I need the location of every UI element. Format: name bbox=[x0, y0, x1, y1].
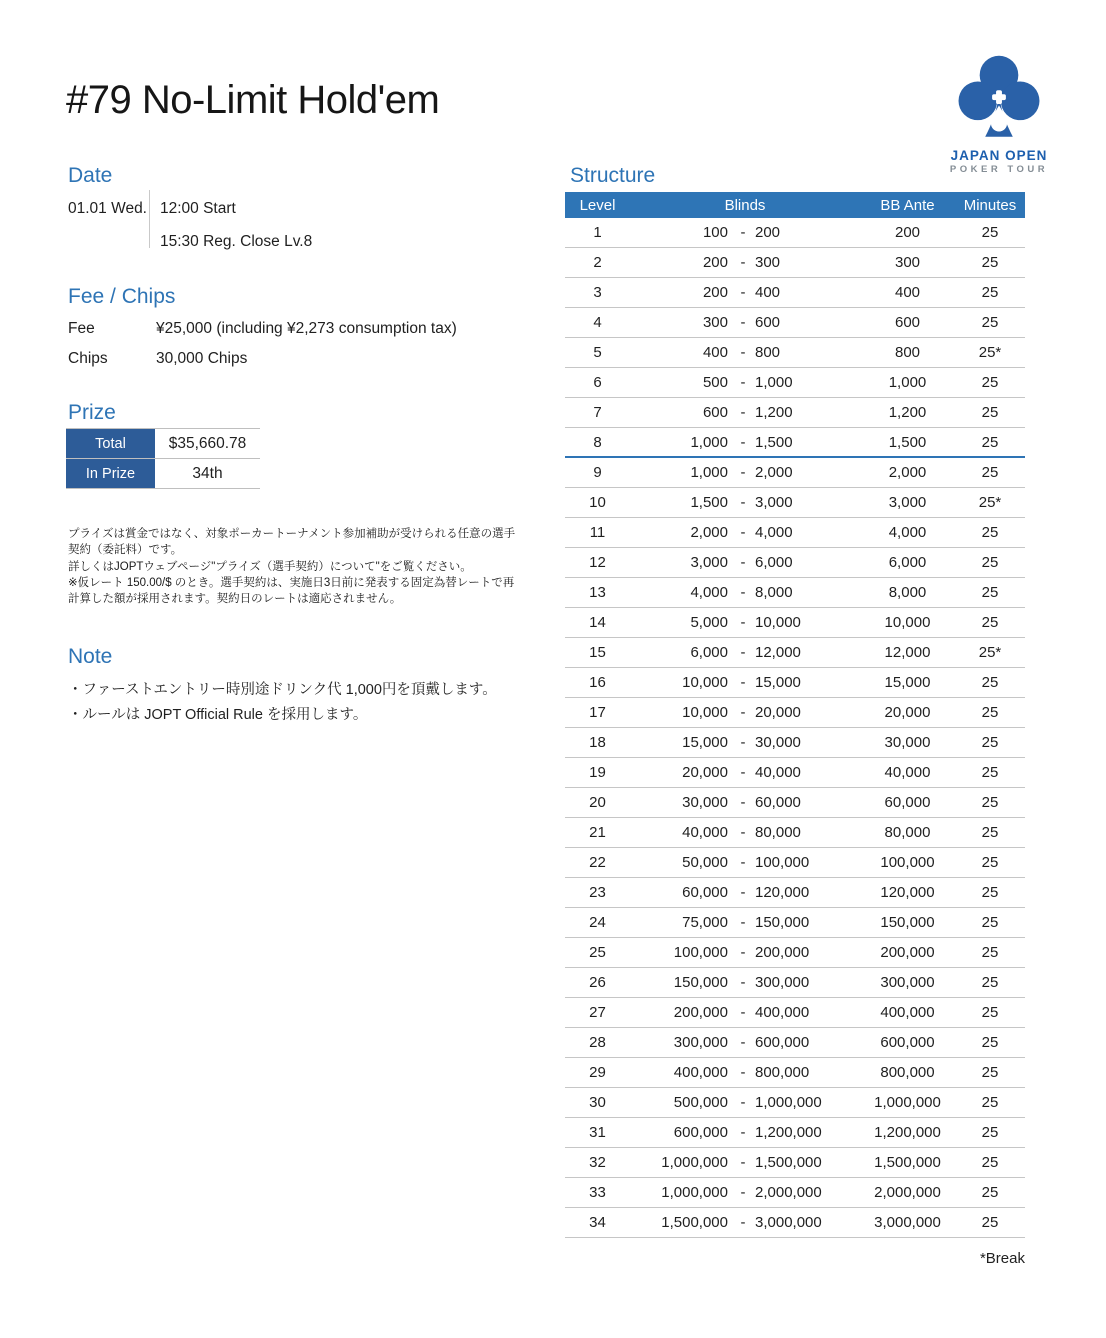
minutes-cell: 25 bbox=[981, 884, 999, 901]
bb-ante-cell: 1,000,000 bbox=[874, 1094, 941, 1111]
bb-ante-cell: 150,000 bbox=[880, 914, 935, 931]
structure-row bbox=[565, 698, 1025, 728]
blinds-separator: - bbox=[740, 1184, 746, 1201]
bb-ante-cell: 3,000 bbox=[888, 494, 927, 511]
blinds-separator: - bbox=[740, 524, 746, 541]
small-blind-cell: 500 bbox=[702, 374, 728, 391]
bb-ante-cell: 100,000 bbox=[880, 854, 935, 871]
structure-row bbox=[565, 548, 1025, 578]
structure-row bbox=[565, 998, 1025, 1028]
level-cell: 8 bbox=[593, 433, 602, 451]
level-cell: 30 bbox=[589, 1094, 606, 1111]
structure-row bbox=[565, 728, 1025, 758]
structure-row bbox=[565, 338, 1025, 368]
blinds-separator: - bbox=[740, 734, 746, 751]
structure-table-header bbox=[565, 192, 1025, 218]
level-cell: 25 bbox=[589, 944, 606, 961]
big-blind-cell: 60,000 bbox=[755, 794, 801, 811]
level-cell: 28 bbox=[589, 1034, 606, 1051]
date-divider bbox=[149, 190, 150, 248]
structure-row bbox=[565, 818, 1025, 848]
level-cell: 26 bbox=[589, 974, 606, 991]
fee-value: ¥25,000 (including ¥2,273 consumption tax) bbox=[156, 320, 457, 337]
reg-close-time: 15:30 Reg. Close Lv.8 bbox=[160, 233, 313, 250]
small-blind-cell: 200,000 bbox=[673, 1004, 728, 1021]
minutes-cell: 25 bbox=[981, 914, 999, 931]
small-blind-cell: 150,000 bbox=[673, 974, 728, 991]
small-blind-cell: 10,000 bbox=[682, 704, 728, 721]
prize-total-value: $35,660.78 bbox=[168, 434, 247, 452]
minutes-cell: 25 bbox=[981, 1154, 999, 1171]
structure-table bbox=[565, 192, 1025, 1238]
minutes-cell: 25 bbox=[981, 674, 999, 691]
big-blind-cell: 8,000 bbox=[755, 584, 793, 601]
blinds-separator: - bbox=[740, 1214, 746, 1231]
bb-ante-cell: 120,000 bbox=[880, 884, 935, 901]
small-blind-cell: 60,000 bbox=[682, 884, 728, 901]
big-blind-cell: 1,000,000 bbox=[755, 1094, 822, 1111]
blinds-separator: - bbox=[740, 974, 746, 991]
bb-ante-cell: 1,000 bbox=[888, 374, 927, 391]
big-blind-cell: 300,000 bbox=[755, 974, 810, 991]
small-blind-cell: 5,000 bbox=[690, 614, 728, 631]
small-blind-cell: 6,000 bbox=[690, 644, 728, 661]
minutes-cell: 25 bbox=[981, 1064, 999, 1081]
small-blind-cell: 1,500 bbox=[690, 494, 728, 511]
minutes-cell: 25 bbox=[981, 584, 999, 601]
big-blind-cell: 300 bbox=[755, 254, 781, 271]
minutes-cell: 25 bbox=[981, 524, 999, 541]
minutes-cell: 25* bbox=[978, 494, 1002, 511]
big-blind-cell: 120,000 bbox=[755, 884, 810, 901]
big-blind-cell: 20,000 bbox=[755, 704, 801, 721]
small-blind-cell: 400 bbox=[702, 344, 728, 361]
structure-row bbox=[565, 368, 1025, 398]
note-heading: Note bbox=[68, 645, 113, 668]
blinds-separator: - bbox=[740, 614, 746, 631]
big-blind-cell: 1,500 bbox=[755, 433, 793, 451]
bb-ante-cell: 6,000 bbox=[888, 554, 927, 571]
note-line: ・ファーストエントリー時別途ドリンク代 1,000円を頂戴します。 bbox=[68, 682, 497, 698]
big-blind-cell: 6,000 bbox=[755, 554, 793, 571]
fee-chips-heading: Fee / Chips bbox=[68, 285, 176, 308]
small-blind-cell: 500,000 bbox=[673, 1094, 728, 1111]
column-header-bb-ante: BB Ante bbox=[880, 196, 935, 214]
bb-ante-cell: 400,000 bbox=[880, 1004, 935, 1021]
minutes-cell: 25 bbox=[981, 824, 999, 841]
blinds-separator: - bbox=[740, 1004, 746, 1021]
column-header-level: Level bbox=[579, 196, 616, 214]
minutes-cell: 25 bbox=[981, 254, 999, 271]
structure-row bbox=[565, 398, 1025, 428]
structure-row bbox=[565, 1178, 1025, 1208]
big-blind-cell: 30,000 bbox=[755, 734, 801, 751]
structure-row bbox=[565, 248, 1025, 278]
prize-disclaimer bbox=[68, 526, 516, 608]
prize-total-label: Total bbox=[66, 429, 155, 458]
big-blind-cell: 1,000 bbox=[755, 374, 793, 391]
club-icon bbox=[953, 52, 1045, 146]
small-blind-cell: 1,000 bbox=[690, 464, 728, 481]
small-blind-cell: 100,000 bbox=[673, 944, 728, 961]
small-blind-cell: 600 bbox=[702, 404, 728, 421]
level-cell: 12 bbox=[589, 554, 606, 571]
date-times bbox=[160, 200, 312, 266]
small-blind-cell: 75,000 bbox=[682, 914, 728, 931]
small-blind-cell: 3,000 bbox=[690, 554, 728, 571]
structure-row bbox=[565, 458, 1025, 488]
level-cell: 32 bbox=[589, 1154, 606, 1171]
big-blind-cell: 2,000 bbox=[755, 464, 793, 481]
structure-row bbox=[565, 278, 1025, 308]
minutes-cell: 25 bbox=[981, 764, 999, 781]
bb-ante-cell: 600 bbox=[894, 314, 921, 331]
blinds-separator: - bbox=[740, 704, 746, 721]
chips-label: Chips bbox=[68, 350, 108, 367]
minutes-cell: 25 bbox=[981, 404, 999, 421]
chips-row bbox=[68, 350, 528, 368]
bb-ante-cell: 1,200 bbox=[888, 404, 927, 421]
break-footnote: *Break bbox=[979, 1250, 1025, 1267]
fee-row bbox=[68, 320, 528, 338]
blinds-separator: - bbox=[740, 554, 746, 571]
small-blind-cell: 200 bbox=[702, 284, 728, 301]
level-cell: 27 bbox=[589, 1004, 606, 1021]
big-blind-cell: 200 bbox=[755, 224, 781, 241]
structure-row bbox=[565, 668, 1025, 698]
structure-row bbox=[565, 218, 1025, 248]
minutes-cell: 25 bbox=[981, 944, 999, 961]
bb-ante-cell: 1,200,000 bbox=[874, 1124, 941, 1141]
structure-row bbox=[565, 578, 1025, 608]
bb-ante-cell: 200 bbox=[894, 224, 921, 241]
small-blind-cell: 300 bbox=[702, 314, 728, 331]
small-blind-cell: 50,000 bbox=[682, 854, 728, 871]
structure-row bbox=[565, 788, 1025, 818]
small-blind-cell: 300,000 bbox=[673, 1034, 728, 1051]
prize-disclaimer-line: プライズは賞金ではなく、対象ポーカートーナメント参加補助が受けられる任意の選手契約（委託料）です。 bbox=[68, 528, 516, 557]
big-blind-cell: 10,000 bbox=[755, 614, 801, 631]
big-blind-cell: 1,200,000 bbox=[755, 1124, 822, 1141]
page-title: #79 No-Limit Hold'em bbox=[66, 78, 440, 122]
bb-ante-cell: 20,000 bbox=[884, 704, 931, 721]
big-blind-cell: 600,000 bbox=[755, 1034, 810, 1051]
bb-ante-cell: 8,000 bbox=[888, 584, 927, 601]
minutes-cell: 25 bbox=[981, 854, 999, 871]
blinds-separator: - bbox=[740, 254, 746, 271]
column-header-minutes: Minutes bbox=[963, 196, 1017, 214]
level-cell: 18 bbox=[589, 734, 606, 751]
structure-row bbox=[565, 608, 1025, 638]
structure-row bbox=[565, 638, 1025, 668]
minutes-cell: 25 bbox=[981, 974, 999, 991]
big-blind-cell: 150,000 bbox=[755, 914, 810, 931]
blinds-separator: - bbox=[740, 674, 746, 691]
bb-ante-cell: 800 bbox=[894, 344, 921, 361]
big-blind-cell: 800,000 bbox=[755, 1064, 810, 1081]
small-blind-cell: 2,000 bbox=[690, 524, 728, 541]
minutes-cell: 25 bbox=[981, 1124, 999, 1141]
bb-ante-cell: 1,500 bbox=[888, 433, 927, 451]
small-blind-cell: 100 bbox=[702, 224, 728, 241]
structure-row bbox=[565, 1208, 1025, 1238]
level-cell: 20 bbox=[589, 794, 606, 811]
small-blind-cell: 40,000 bbox=[682, 824, 728, 841]
big-blind-cell: 1,500,000 bbox=[755, 1154, 822, 1171]
bb-ante-cell: 800,000 bbox=[880, 1064, 935, 1081]
minutes-cell: 25 bbox=[981, 614, 999, 631]
jopt-logo bbox=[929, 52, 1069, 175]
structure-row bbox=[565, 908, 1025, 938]
structure-row bbox=[565, 1028, 1025, 1058]
level-cell: 6 bbox=[593, 374, 602, 391]
small-blind-cell: 10,000 bbox=[682, 674, 728, 691]
level-cell: 9 bbox=[593, 464, 602, 481]
big-blind-cell: 40,000 bbox=[755, 764, 801, 781]
minutes-cell: 25 bbox=[981, 1214, 999, 1231]
minutes-cell: 25 bbox=[981, 704, 999, 721]
level-cell: 7 bbox=[593, 404, 602, 421]
note-lines bbox=[68, 678, 497, 728]
structure-row bbox=[565, 308, 1025, 338]
level-cell: 14 bbox=[589, 614, 606, 631]
blinds-separator: - bbox=[740, 1154, 746, 1171]
structure-row bbox=[565, 1148, 1025, 1178]
level-cell: 17 bbox=[589, 704, 606, 721]
prize-inprize-value: 34th bbox=[192, 464, 223, 482]
structure-row bbox=[565, 1058, 1025, 1088]
blinds-separator: - bbox=[740, 1124, 746, 1141]
blinds-separator: - bbox=[740, 854, 746, 871]
blinds-separator: - bbox=[740, 584, 746, 601]
prize-inprize-row bbox=[66, 459, 260, 489]
chips-value: 30,000 Chips bbox=[156, 350, 248, 367]
blinds-separator: - bbox=[740, 433, 746, 451]
blinds-separator: - bbox=[740, 644, 746, 661]
small-blind-cell: 400,000 bbox=[673, 1064, 728, 1081]
minutes-cell: 25 bbox=[981, 314, 999, 331]
bb-ante-cell: 1,500,000 bbox=[874, 1154, 941, 1171]
blinds-separator: - bbox=[740, 374, 746, 391]
logo-text-poker-tour: POKER TOUR bbox=[949, 164, 1049, 175]
bb-ante-cell: 15,000 bbox=[884, 674, 931, 691]
minutes-cell: 25 bbox=[981, 284, 999, 301]
logo-text-japan-open: JAPAN OPEN bbox=[950, 148, 1048, 163]
blinds-separator: - bbox=[740, 224, 746, 241]
small-blind-cell: 20,000 bbox=[682, 764, 728, 781]
level-cell: 3 bbox=[593, 284, 602, 301]
level-cell: 4 bbox=[593, 314, 602, 331]
big-blind-cell: 15,000 bbox=[755, 674, 801, 691]
level-cell: 13 bbox=[589, 584, 606, 601]
prize-heading: Prize bbox=[68, 401, 116, 424]
small-blind-cell: 30,000 bbox=[682, 794, 728, 811]
small-blind-cell: 4,000 bbox=[690, 584, 728, 601]
bb-ante-cell: 600,000 bbox=[880, 1034, 935, 1051]
bb-ante-cell: 80,000 bbox=[884, 824, 931, 841]
blinds-separator: - bbox=[740, 1064, 746, 1081]
small-blind-cell: 15,000 bbox=[682, 734, 728, 751]
small-blind-cell: 1,000 bbox=[690, 433, 728, 451]
blinds-separator: - bbox=[740, 404, 746, 421]
blinds-separator: - bbox=[740, 884, 746, 901]
prize-disclaimer-line: 詳しくはJOPTウェブページ"プライズ（選手契約）について"をご覧ください。 bbox=[68, 560, 472, 573]
level-cell: 16 bbox=[589, 674, 606, 691]
level-cell: 19 bbox=[589, 764, 606, 781]
bb-ante-cell: 2,000 bbox=[888, 464, 927, 481]
structure-row bbox=[565, 518, 1025, 548]
minutes-cell: 25 bbox=[981, 433, 999, 451]
big-blind-cell: 400,000 bbox=[755, 1004, 810, 1021]
level-cell: 31 bbox=[589, 1124, 606, 1141]
blinds-separator: - bbox=[740, 494, 746, 511]
big-blind-cell: 12,000 bbox=[755, 644, 801, 661]
structure-row bbox=[565, 848, 1025, 878]
note-line: ・ルールは JOPT Official Rule を採用します。 bbox=[68, 707, 368, 723]
small-blind-cell: 1,000,000 bbox=[661, 1154, 728, 1171]
bb-ante-cell: 400 bbox=[894, 284, 921, 301]
bb-ante-cell: 60,000 bbox=[884, 794, 931, 811]
minutes-cell: 25 bbox=[981, 374, 999, 391]
small-blind-cell: 1,500,000 bbox=[661, 1214, 728, 1231]
minutes-cell: 25 bbox=[981, 1034, 999, 1051]
blinds-separator: - bbox=[740, 1094, 746, 1111]
bb-ante-cell: 2,000,000 bbox=[874, 1184, 941, 1201]
big-blind-cell: 800 bbox=[755, 344, 781, 361]
level-cell: 29 bbox=[589, 1064, 606, 1081]
big-blind-cell: 4,000 bbox=[755, 524, 793, 541]
structure-heading: Structure bbox=[570, 164, 656, 187]
big-blind-cell: 1,200 bbox=[755, 404, 793, 421]
blinds-separator: - bbox=[740, 944, 746, 961]
structure-row bbox=[565, 758, 1025, 788]
minutes-cell: 25 bbox=[981, 224, 999, 241]
blinds-separator: - bbox=[740, 794, 746, 811]
blinds-separator: - bbox=[740, 284, 746, 301]
level-cell: 21 bbox=[589, 824, 606, 841]
structure-row bbox=[565, 1118, 1025, 1148]
prize-inprize-label: In Prize bbox=[66, 459, 155, 488]
bb-ante-cell: 12,000 bbox=[884, 644, 931, 661]
big-blind-cell: 100,000 bbox=[755, 854, 810, 871]
blinds-separator: - bbox=[740, 824, 746, 841]
big-blind-cell: 3,000 bbox=[755, 494, 793, 511]
big-blind-cell: 600 bbox=[755, 314, 781, 331]
prize-disclaimer-line: ※仮レート 150.00/$ のとき。選手契約は、実施日3日前に発表する固定為替レートで再計算した額が採用されます。契約日のレートは適応されません。 bbox=[68, 576, 515, 606]
bb-ante-cell: 4,000 bbox=[888, 524, 927, 541]
minutes-cell: 25 bbox=[981, 554, 999, 571]
bb-ante-cell: 300,000 bbox=[880, 974, 935, 991]
level-cell: 10 bbox=[589, 494, 606, 511]
structure-row bbox=[565, 968, 1025, 998]
minutes-cell: 25 bbox=[981, 1094, 999, 1111]
date-heading: Date bbox=[68, 164, 113, 187]
big-blind-cell: 2,000,000 bbox=[755, 1184, 822, 1201]
structure-row bbox=[565, 1088, 1025, 1118]
level-cell: 33 bbox=[589, 1184, 606, 1201]
big-blind-cell: 80,000 bbox=[755, 824, 801, 841]
level-cell: 22 bbox=[589, 854, 606, 871]
structure-row bbox=[565, 878, 1025, 908]
bb-ante-cell: 30,000 bbox=[884, 734, 931, 751]
level-cell: 15 bbox=[589, 644, 606, 661]
blinds-separator: - bbox=[740, 1034, 746, 1051]
blinds-separator: - bbox=[740, 344, 746, 361]
bb-ante-cell: 300 bbox=[894, 254, 921, 271]
minutes-cell: 25 bbox=[981, 1004, 999, 1021]
start-time: 12:00 Start bbox=[160, 200, 236, 217]
level-cell: 1 bbox=[593, 224, 602, 241]
prize-total-row bbox=[66, 429, 260, 459]
level-cell: 24 bbox=[589, 914, 606, 931]
minutes-cell: 25 bbox=[981, 464, 999, 481]
bb-ante-cell: 40,000 bbox=[884, 764, 931, 781]
minutes-cell: 25 bbox=[981, 1184, 999, 1201]
structure-table-body bbox=[565, 218, 1025, 1238]
minutes-cell: 25* bbox=[978, 644, 1002, 661]
prize-table bbox=[66, 428, 260, 489]
structure-row bbox=[565, 938, 1025, 968]
bb-ante-cell: 3,000,000 bbox=[874, 1214, 941, 1231]
structure-row bbox=[565, 428, 1025, 458]
structure-row bbox=[565, 488, 1025, 518]
minutes-cell: 25 bbox=[981, 794, 999, 811]
date-value: 01.01 Wed. bbox=[68, 200, 147, 217]
level-cell: 23 bbox=[589, 884, 606, 901]
level-cell: 5 bbox=[593, 344, 602, 361]
bb-ante-cell: 10,000 bbox=[884, 614, 931, 631]
level-cell: 11 bbox=[589, 524, 606, 541]
blinds-separator: - bbox=[740, 764, 746, 781]
column-header-blinds: Blinds bbox=[724, 196, 766, 214]
level-cell: 34 bbox=[589, 1214, 606, 1231]
blinds-separator: - bbox=[740, 464, 746, 481]
blinds-separator: - bbox=[740, 914, 746, 931]
blinds-separator: - bbox=[740, 314, 746, 331]
minutes-cell: 25* bbox=[978, 344, 1002, 361]
bb-ante-cell: 200,000 bbox=[880, 944, 935, 961]
minutes-cell: 25 bbox=[981, 734, 999, 751]
level-cell: 2 bbox=[593, 254, 602, 271]
big-blind-cell: 400 bbox=[755, 284, 781, 301]
big-blind-cell: 3,000,000 bbox=[755, 1214, 822, 1231]
big-blind-cell: 200,000 bbox=[755, 944, 810, 961]
fee-label: Fee bbox=[68, 320, 95, 337]
small-blind-cell: 1,000,000 bbox=[661, 1184, 728, 1201]
small-blind-cell: 200 bbox=[702, 254, 728, 271]
small-blind-cell: 600,000 bbox=[673, 1124, 728, 1141]
